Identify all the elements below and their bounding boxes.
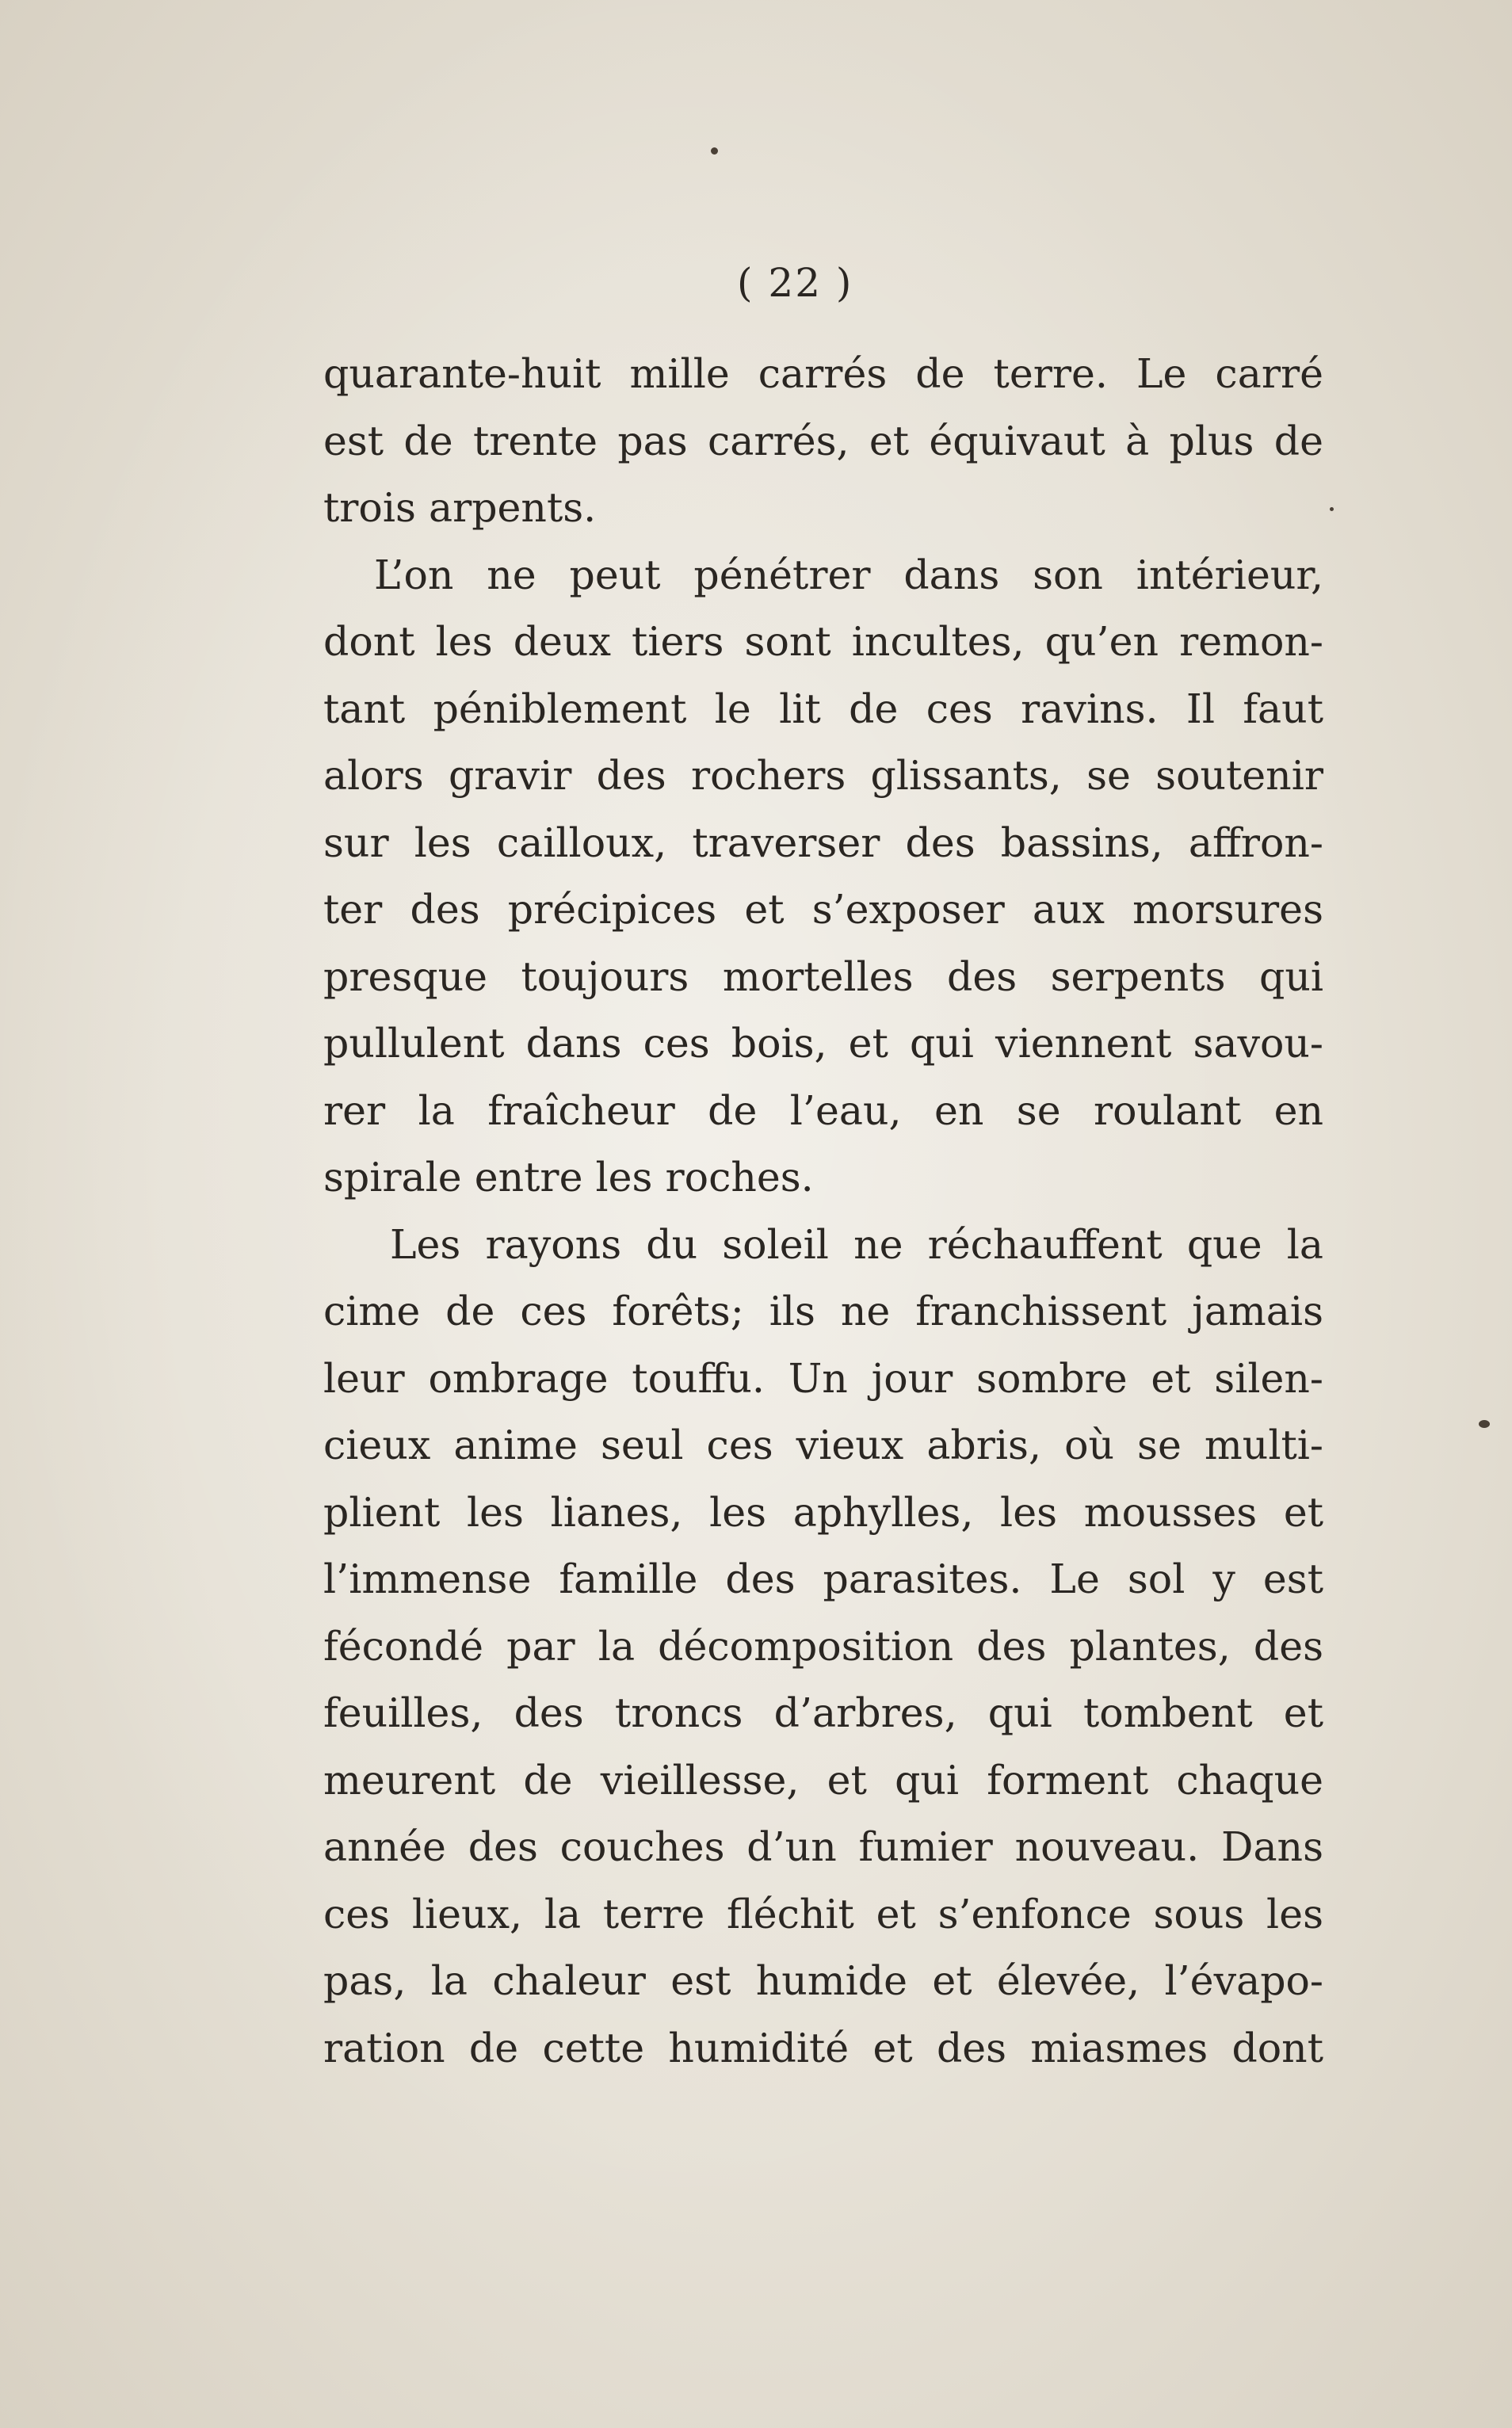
text-line: meurent de vieillesse, et qui forment chaque bbox=[323, 1756, 1323, 1804]
text-line: cime de ces forêts; ils ne franchissent jamais bbox=[323, 1288, 1323, 1334]
ink-speck bbox=[1479, 1420, 1490, 1428]
text-line: année des couches d’un fumier nouveau. Dans bbox=[323, 1823, 1323, 1870]
text-line: plient les lianes, les aphylles, les mousses et bbox=[323, 1488, 1323, 1536]
text-line: Les rayons du soleil ne réchauffent que la bbox=[390, 1220, 1323, 1268]
text-line: rer la fraîcheur de l’eau, en se roulant en bbox=[323, 1086, 1323, 1134]
text-line: pullulent dans ces bois, et qui viennent savou- bbox=[323, 1020, 1323, 1067]
text-line: fécondé par la décomposition des plantes, des bbox=[323, 1622, 1323, 1670]
text-line: feuilles, des troncs d’arbres, qui tombent et bbox=[323, 1689, 1323, 1736]
ink-speck bbox=[711, 147, 718, 155]
page-number: ( 22 ) bbox=[737, 260, 853, 306]
text-line: L’on ne peut pénétrer dans son intérieur, bbox=[374, 551, 1323, 598]
text-line: tant péniblement le lit de ces ravins. Il faut bbox=[323, 685, 1323, 732]
text-line: ration de cette humidité et des miasmes dont bbox=[323, 2024, 1323, 2071]
text-line: sur les cailloux, traverser des bassins, affron- bbox=[323, 819, 1323, 866]
text-line: l’immense famille des parasites. Le sol y est bbox=[323, 1556, 1323, 1602]
ink-speck bbox=[1330, 507, 1334, 511]
text-line: ter des précipices et s’exposer aux morsures bbox=[323, 886, 1323, 933]
body-text bbox=[323, 341, 1323, 2082]
text-line: spirale entre les roches. bbox=[323, 1154, 814, 1201]
text-line: leur ombrage touffu. Un jour sombre et silen- bbox=[323, 1354, 1323, 1402]
text-line: cieux anime seul ces vieux abris, où se multi- bbox=[323, 1422, 1323, 1468]
text-line: est de trente pas carrés, et équivaut à plus de bbox=[323, 417, 1323, 464]
text-line: quarante-huit mille carrés de terre. Le carré bbox=[323, 350, 1323, 397]
text-line: ces lieux, la terre fléchit et s’enfonce sous les bbox=[323, 1890, 1323, 1937]
text-line: pas, la chaleur est humide et élevée, l’évapo- bbox=[323, 1957, 1323, 2004]
text-line: trois arpents. bbox=[323, 484, 597, 531]
text-line: alors gravir des rochers glissants, se soutenir bbox=[323, 752, 1323, 799]
text-line: dont les deux tiers sont incultes, qu’en remon- bbox=[323, 618, 1323, 665]
text-line: presque toujours mortelles des serpents qui bbox=[323, 952, 1323, 1000]
